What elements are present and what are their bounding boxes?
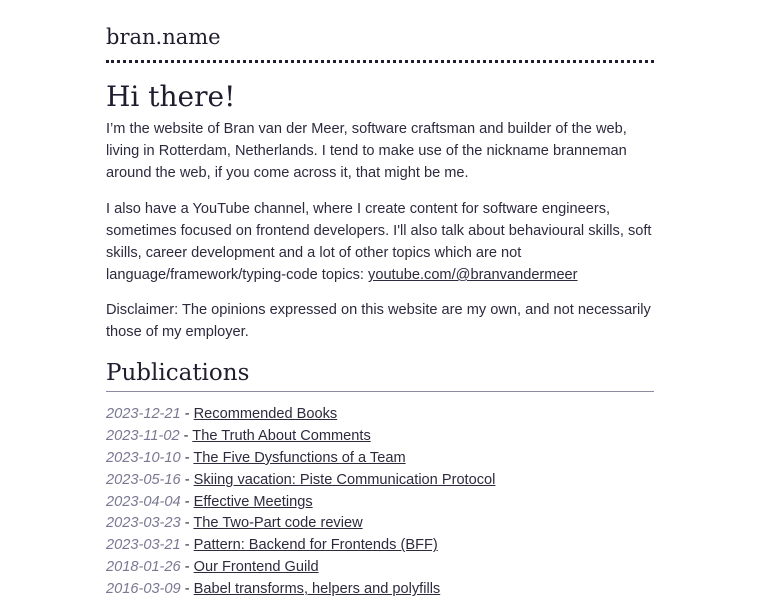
publication-link[interactable]: The Two-Part code review bbox=[193, 515, 363, 532]
youtube-paragraph-text: I also have a YouTube channel, where I create content for software engineers, sometimes focused on frontend developers. I'll also talk about behavioural skills, soft skills, career development and a lot of other topics which are not language/framework/typing-code topics: bbox=[106, 201, 652, 283]
publication-item bbox=[106, 426, 654, 448]
publication-link[interactable]: Pattern: Backend for Frontends (BFF) bbox=[193, 537, 438, 554]
publication-link[interactable]: The Truth About Comments bbox=[192, 427, 371, 444]
header-divider bbox=[106, 60, 654, 63]
intro-paragraph: I’m the website of Bran van der Meer, software craftsman and builder of the web, living in Rotterdam, Netherlands. I tend to make use of the nickname branneman around the web, if you come across it, that might be me. bbox=[106, 121, 627, 181]
disclaimer-paragraph: Disclaimer: The opinions expressed on this website are my own, and not necessarily those of my employer. bbox=[106, 302, 651, 340]
youtube-channel-link[interactable]: youtube.com/@branvandermeer bbox=[368, 267, 578, 283]
publication-item bbox=[106, 404, 654, 426]
publication-date: 2023-05-16 bbox=[106, 471, 181, 488]
youtube-paragraph bbox=[106, 198, 654, 286]
publication-link[interactable]: Babel transforms, helpers and polyfills bbox=[193, 581, 441, 598]
publications-heading: Publications bbox=[106, 360, 250, 386]
publication-separator: - bbox=[179, 427, 193, 444]
publication-item bbox=[106, 513, 654, 535]
publications-divider bbox=[106, 391, 654, 392]
publication-link[interactable]: Effective Meetings bbox=[193, 493, 313, 510]
publication-date: 2023-04-04 bbox=[106, 493, 181, 510]
site-title-link[interactable]: bran.name bbox=[106, 25, 221, 49]
publication-separator: - bbox=[180, 559, 194, 576]
publication-separator: - bbox=[180, 537, 194, 554]
publication-separator: - bbox=[180, 471, 194, 488]
publication-date: 2023-03-21 bbox=[106, 537, 181, 554]
publication-item bbox=[106, 470, 654, 492]
publication-item bbox=[106, 557, 654, 579]
publication-separator: - bbox=[180, 449, 194, 466]
publication-item bbox=[106, 448, 654, 470]
intro-heading: Hi there! bbox=[106, 80, 236, 113]
publication-date: 2016-03-09 bbox=[106, 581, 181, 598]
publication-item bbox=[106, 579, 654, 601]
publication-separator: - bbox=[180, 581, 194, 598]
publication-link[interactable]: Skiing vacation: Piste Communication Protocol bbox=[193, 471, 496, 488]
publication-date: 2023-03-23 bbox=[106, 515, 181, 532]
publication-separator: - bbox=[180, 493, 194, 510]
publications-list bbox=[106, 404, 654, 601]
publication-item bbox=[106, 492, 654, 514]
publication-date: 2023-10-10 bbox=[106, 449, 181, 466]
publication-item bbox=[106, 535, 654, 557]
publication-separator: - bbox=[180, 406, 194, 422]
publication-date: 2023-12-21 bbox=[106, 406, 181, 422]
publication-link[interactable]: Our Frontend Guild bbox=[193, 559, 319, 576]
publication-link[interactable]: The Five Dysfunctions of a Team bbox=[193, 449, 406, 466]
publication-separator: - bbox=[180, 515, 194, 532]
publication-date: 2023-11-02 bbox=[106, 427, 180, 444]
publication-link[interactable]: Recommended Books bbox=[193, 406, 338, 422]
publication-date: 2018-01-26 bbox=[106, 559, 181, 576]
